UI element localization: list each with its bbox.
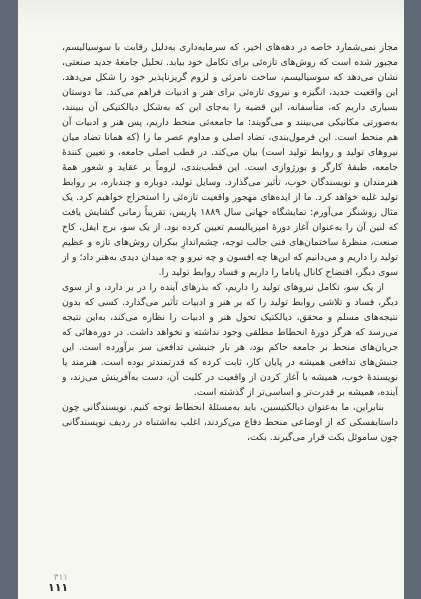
paragraph-3: بنابراین، ما به‌عنوان دیالکتیسین، باید به‌مسئلهٔ انحطاط توجه کنیم. نویسندگانی چون داستایفسکی که از اوضاعی منحط دفاع می‌کردند، اغلب به‌اشتباه در ردیف نویسندگانی چون ساموئل بکت قرار می‌گیرند. بکت، bbox=[62, 402, 398, 443]
page-number: ۱۱۱ bbox=[48, 581, 69, 594]
page-number-block bbox=[48, 573, 68, 594]
body-text bbox=[62, 40, 398, 580]
old-page-number: ۳۱۱ bbox=[53, 573, 69, 583]
paragraph-2: از یک سو، تکامل نیروهای تولید را داریم، که بذرهای آینده را در بر دارد، و از سوی دیگر، فساد و تلاشی روابط تولید را که بر هنر و ادبیات تأثیر می‌گذارد. کسی که بدون نتیجه‌های مسلم و محقق، دیالکتیک تحول هنر و ادبیات را نظاره می‌کند، به‌این نتیجه می‌رسد که هرگز دورهٔ انحطاط مطلقی وجود نداشته و نخواهد داشت. در دوره‌هائی که جریان‌های منحط بر جامعه حاکم بود، هر بار جنبشی تدافعی سر برآورده است. این جنبش‌های تدافعی همیشه در پایان کار، ثابت کرده که قدرتمندتر بوده است. هنرمند یا نویسندهٔ خوب، همیشه با آغاز کردن از واقعیت در کلیت آن، دست به‌آفرینش می‌زند، و آینده، همیشه بر قدرت‌تر و اساسی‌تر از گذشته است. bbox=[62, 282, 398, 398]
document-page bbox=[18, 0, 404, 599]
paragraph-1: مجاز نمی‌شمارد خاصه در دهه‌های اخیر، که سرمایه‌داری به‌دلیل رقابت با سوسیالیسم، مجبور شده است که روش‌های تازه‌ئی برای تکامل خود بیابد. تحلیل جامعهٔ جدید صنعتی، نشان می‌دهد که سوسیالیسم، ساخت نامرئی و لزوم گریزناپذیر خود را شکل می‌دهد. این واقعیت جدید، انگیزه و نیروی تازه‌ئی برای هنر و ادبیات فراهم می‌کند. ما دوستان بسیاری داریم که، متأسفانه، این قضیه را به‌جای این که به‌شکل دیالکتیکی آن ببینند، به‌صورتی مکانیکی می‌بینند و می‌گویند: ما جامعه‌ئی منحط داریم، پس هنر و ادبیات آن هم منحط است. این فرمول‌بندی، تضاد اصلی و مداوم عصر ما را (که همانا تضاد میان نیروهای تولید و روابط تولید است) بیان می‌کند. در قطب اصلی جامعه، و تعیین کنندهٔ جامعه، طبقهٔ کارگر و بورژوازی است. این قطب‌بندی، لزوماً بر عقاید و شعور همهٔ هنرمندان و نویسندگان خوب، تأثیر می‌گذارد. وسایل تولید، دوباره و چندباره، بر روابط تولید غلبه خواهد کرد. ما از ایده‌های مهجور واقعیت تازه‌ئی را استخراج خواهیم کرد. یک مثال روشنگر می‌آورم: نمایشگاه جهانی سال ۱۸۸۹ پاریس، تقریباً زمانی گشایش یافت که لنین آن را به‌عنوان آغاز دورهٔ امپریالیسم تعیین کرده بود. از یک سو، برج ایفل، کاخ صنعت، منظرهٔ ساختمان‌های فنی جالب توجه، چشم‌اندازِ بیکران روش‌های تازه و عظیم تولید را داریم و می‌دانیم که این‌ها چه افسون و چه نیرو و چه میدان دیدی به‌هنر داد؛ و از سوی دیگر، افتضاح کانال پاناما را داریم و فساد روابط تولید را. bbox=[62, 42, 398, 278]
